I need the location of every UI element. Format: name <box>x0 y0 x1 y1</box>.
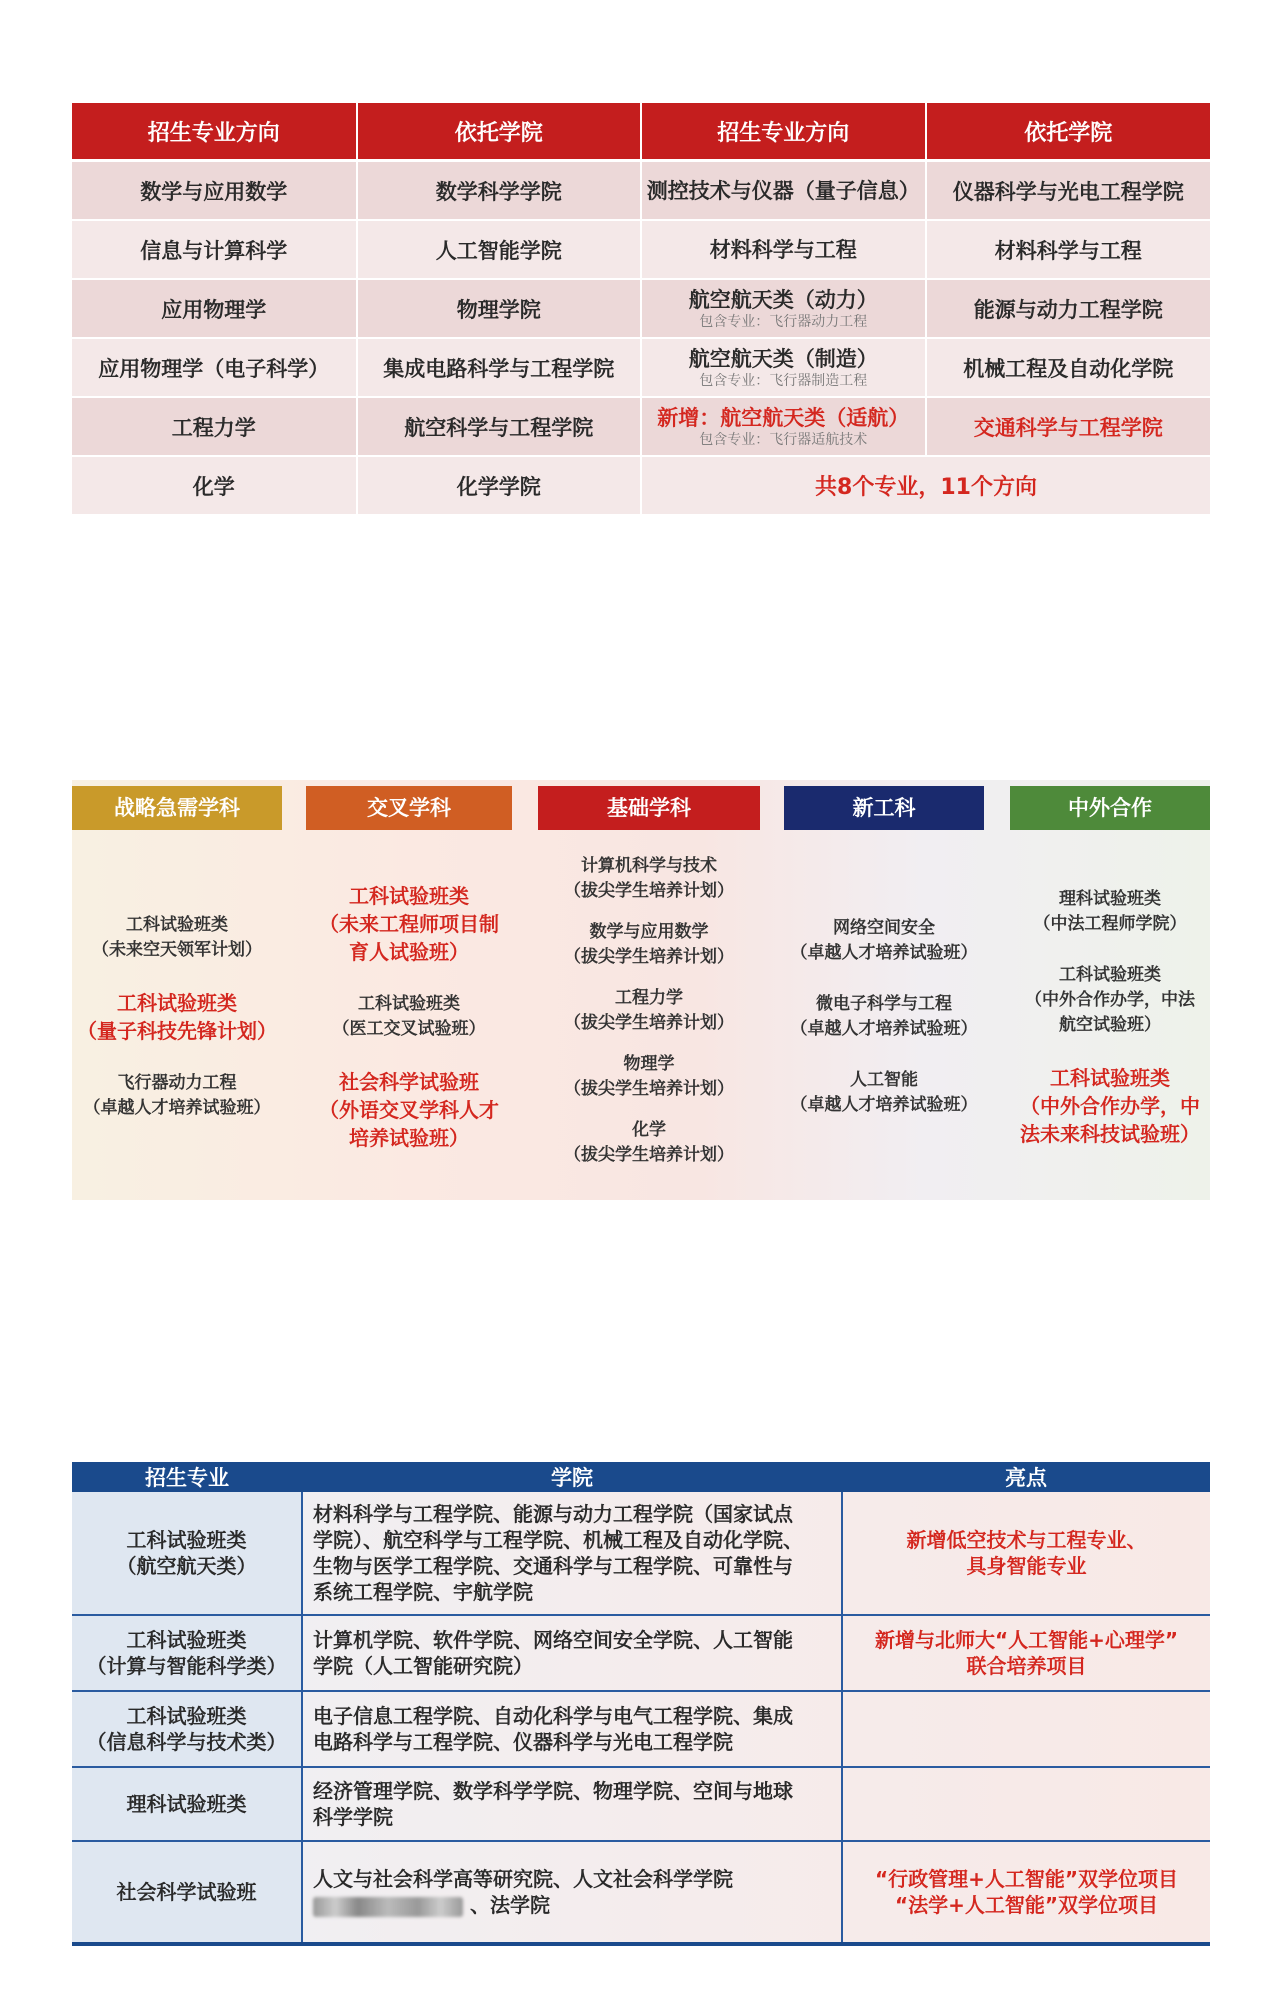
schools-cell <box>302 1492 842 1615</box>
header-highlights: 亮点 <box>842 1462 1210 1492</box>
entry-line: （医工交叉试验班） <box>332 1019 486 1039</box>
column-strategic <box>72 786 282 1200</box>
table-row <box>72 1615 1210 1691</box>
major-cell: 应用物理学 <box>72 279 357 338</box>
program-entry <box>92 913 262 963</box>
text-line: 人文与社会科学高等研究院、人文社会科学学院 <box>313 1867 733 1891</box>
majors-table <box>72 103 1210 516</box>
entry-line: 工科试验班类 <box>117 991 237 1015</box>
entry-line: （未来工程师项目制 <box>319 912 499 936</box>
major-cell: 数学与应用数学 <box>72 161 357 221</box>
text-line: 学院（人工智能研究院） <box>313 1654 533 1678</box>
column-new-engineering <box>784 786 984 1200</box>
major-cell: 应用物理学（电子科学） <box>72 338 357 397</box>
text-line: 具身智能专业 <box>966 1554 1087 1578</box>
table-row <box>72 220 1210 279</box>
entry-line: （中法工程师学院） <box>1033 913 1187 934</box>
text-line: 电子信息工程学院、自动化科学与电气工程学院、集成 <box>313 1704 793 1728</box>
highlight-cell <box>842 1691 1210 1767</box>
entry-line: 计算机科学与技术 <box>581 856 717 876</box>
text-line: 科学学院 <box>313 1805 393 1829</box>
entry-line: 培养试验班） <box>349 1126 469 1150</box>
summary-cell: 共8个专业，11个方向 <box>641 456 1210 515</box>
school-cell: 数学科学学院 <box>357 161 642 221</box>
text-line: 联合培养项目 <box>966 1654 1087 1678</box>
entry-line: 工程力学 <box>615 988 683 1008</box>
program-entry <box>791 992 978 1042</box>
school-cell-new: 交通科学与工程学院 <box>926 397 1211 456</box>
text-line: 工科试验班类 <box>126 1704 247 1728</box>
school-cell: 航空科学与工程学院 <box>357 397 642 456</box>
major-cell <box>641 279 926 338</box>
entry-line: 人工智能 <box>850 1070 918 1090</box>
header-school-2: 依托学院 <box>926 103 1211 161</box>
text-line: 理科试验班类 <box>126 1792 247 1816</box>
school-cell: 仪器科学与光电工程学院 <box>926 161 1211 221</box>
column-body <box>72 834 282 1200</box>
header-major-direction-2: 招生专业方向 <box>641 103 926 161</box>
program-entry-highlight <box>319 1068 499 1152</box>
entry-line: （卓越人才培养试验班） <box>790 1019 978 1039</box>
major-cell <box>641 338 926 397</box>
major-name-cell <box>72 1492 302 1615</box>
column-title: 中外合作 <box>1010 786 1210 830</box>
school-cell: 人工智能学院 <box>357 220 642 279</box>
text-line: （航空航天类） <box>116 1554 257 1578</box>
entry-line: 工科试验班类 <box>126 915 228 935</box>
major-sub: 包含专业：飞行器适航技术 <box>699 431 868 448</box>
entry-line: 法未来科技试验班） <box>1020 1121 1200 1146</box>
program-entry <box>564 920 734 970</box>
text-line: （计算与智能科学类） <box>86 1654 287 1678</box>
text-fragment: 、法学院 <box>469 1893 550 1917</box>
entry-line: 社会科学试验班 <box>339 1070 479 1094</box>
major-cell <box>641 220 926 279</box>
program-entry-highlight <box>319 882 499 966</box>
major-cell-new <box>641 397 926 456</box>
school-cell: 化学学院 <box>357 456 642 515</box>
text-line: 新增与北师大“人工智能+心理学” <box>874 1628 1179 1652</box>
entry-line: 育人试验班） <box>349 940 469 964</box>
school-cell: 材料科学与工程 <box>926 220 1211 279</box>
text-line: 新增低空技术与工程专业、 <box>906 1528 1147 1552</box>
column-title: 战略急需学科 <box>72 786 282 830</box>
column-international <box>1010 786 1210 1200</box>
highlight-cell <box>842 1492 1210 1615</box>
column-body <box>306 834 512 1200</box>
table-row <box>72 1767 1210 1841</box>
entry-line: （量子科技先锋计划） <box>77 1019 277 1043</box>
entry-line: 工科试验班类 <box>1059 964 1161 985</box>
entry-line: （中外合作办学，中 <box>1020 1093 1200 1118</box>
entry-line: 飞行器动力工程 <box>117 1073 237 1093</box>
text-line-redacted <box>313 1892 831 1918</box>
school-cell: 物理学院 <box>357 279 642 338</box>
column-foundational <box>538 786 760 1200</box>
text-line: 经济管理学院、数学科学学院、物理学院、空间与地球 <box>313 1779 793 1803</box>
schools-cell <box>302 1767 842 1841</box>
entry-line: （拔尖学生培养计划） <box>564 1013 734 1033</box>
major-cell: 信息与计算科学 <box>72 220 357 279</box>
major-name: 材料科学与工程 <box>709 237 857 262</box>
entry-line: 化学 <box>632 1120 666 1140</box>
column-body <box>784 834 984 1200</box>
text-line: 计算机学院、软件学院、网络空间安全学院、人工智能 <box>313 1628 793 1652</box>
column-title: 交叉学科 <box>306 786 512 830</box>
entry-line: 数学与应用数学 <box>589 922 709 942</box>
text-line: 工科试验班类 <box>126 1628 247 1652</box>
text-line: 工科试验班类 <box>126 1528 247 1552</box>
entry-line: （卓越人才培养试验班） <box>790 1095 978 1115</box>
text-line: 社会科学试验班 <box>116 1880 257 1904</box>
entry-line: 工科试验班类 <box>1050 1065 1170 1090</box>
table-row <box>72 397 1210 456</box>
entry-line: 网络空间安全 <box>833 918 935 938</box>
program-entry <box>791 916 978 966</box>
column-body <box>538 834 760 1200</box>
text-line: 学院）、航空科学与工程学院、机械工程及自动化学院、 <box>313 1528 803 1552</box>
highlight-cell <box>842 1615 1210 1691</box>
experimental-class-table <box>72 1462 1210 1946</box>
major-sub: 包含专业：飞行器制造工程 <box>699 372 868 389</box>
program-entry <box>1025 963 1195 1038</box>
entry-line: （拔尖学生培养计划） <box>564 1145 734 1165</box>
header-school-1: 依托学院 <box>357 103 642 161</box>
entry-line: （拔尖学生培养计划） <box>564 881 734 901</box>
column-body <box>1010 834 1210 1200</box>
program-entry <box>1034 887 1187 937</box>
program-entry <box>564 986 734 1036</box>
header-schools: 学院 <box>302 1462 842 1492</box>
entry-line: 理科试验班类 <box>1059 888 1161 909</box>
schools-cell <box>302 1841 842 1944</box>
text-line: 电路科学与工程学院、仪器科学与光电工程学院 <box>313 1730 733 1754</box>
column-interdisciplinary <box>306 786 512 1200</box>
entry-line: （卓越人才培养试验班） <box>83 1098 271 1118</box>
major-name: 航空航天类（动力） <box>688 287 878 312</box>
text-line: “行政管理+人工智能”双学位项目 <box>874 1867 1179 1891</box>
entry-line: 微电子科学与工程 <box>816 994 952 1014</box>
program-entry-highlight <box>1020 1064 1200 1148</box>
entry-line: （卓越人才培养试验班） <box>790 943 978 963</box>
major-name-cell <box>72 1615 302 1691</box>
experimental-table-header <box>72 1462 1210 1492</box>
program-entry <box>564 1118 734 1168</box>
entry-line: （拔尖学生培养计划） <box>564 947 734 967</box>
redacted-text-blur <box>313 1897 463 1917</box>
highlight-cell <box>842 1841 1210 1944</box>
majors-table-header <box>72 103 1210 161</box>
discipline-categories-panel <box>72 780 1210 1200</box>
major-name-cell <box>72 1841 302 1944</box>
text-line: “法学+人工智能”双学位项目 <box>894 1893 1159 1917</box>
major-cell <box>641 161 926 221</box>
header-major-direction-1: 招生专业方向 <box>72 103 357 161</box>
table-row <box>72 338 1210 397</box>
text-line: 材料科学与工程学院、能源与动力工程学院（国家试点 <box>313 1502 793 1526</box>
schools-cell <box>302 1615 842 1691</box>
entry-line: 工科试验班类 <box>358 994 460 1014</box>
text-line: （信息科学与技术类） <box>86 1730 287 1754</box>
entry-line: 航空试验班） <box>1059 1014 1161 1035</box>
entry-line: 物理学 <box>623 1054 675 1074</box>
program-entry <box>791 1068 978 1118</box>
entry-line: 工科试验班类 <box>349 884 469 908</box>
major-name: 新增：航空航天类（适航） <box>657 405 910 430</box>
schools-cell <box>302 1691 842 1767</box>
table-row <box>72 456 1210 515</box>
column-title: 新工科 <box>784 786 984 830</box>
program-entry <box>333 992 486 1042</box>
program-entry <box>564 1052 734 1102</box>
major-cell: 化学 <box>72 456 357 515</box>
school-cell: 机械工程及自动化学院 <box>926 338 1211 397</box>
highlight-cell <box>842 1767 1210 1841</box>
major-name: 测控技术与仪器（量子信息） <box>646 178 920 203</box>
major-name-cell <box>72 1691 302 1767</box>
table-row <box>72 279 1210 338</box>
table-row <box>72 1492 1210 1615</box>
major-cell: 工程力学 <box>72 397 357 456</box>
entry-line: （中外合作办学，中法 <box>1025 989 1195 1010</box>
school-cell: 能源与动力工程学院 <box>926 279 1211 338</box>
text-line: 系统工程学院、宇航学院 <box>313 1580 533 1604</box>
table-row <box>72 1841 1210 1944</box>
table-row <box>72 161 1210 221</box>
school-cell: 集成电路科学与工程学院 <box>357 338 642 397</box>
program-entry-highlight <box>77 989 277 1045</box>
major-name: 航空航天类（制造） <box>688 346 878 371</box>
header-major: 招生专业 <box>72 1462 302 1492</box>
column-title: 基础学科 <box>538 786 760 830</box>
table-row <box>72 1691 1210 1767</box>
entry-line: （外语交叉学科人才 <box>319 1098 499 1122</box>
entry-line: （未来空天领军计划） <box>92 940 262 960</box>
major-sub: 包含专业：飞行器动力工程 <box>699 313 868 330</box>
program-entry <box>564 854 734 904</box>
major-name-cell <box>72 1767 302 1841</box>
text-line: 生物与医学工程学院、交通科学与工程学院、可靠性与 <box>313 1554 793 1578</box>
program-entry <box>84 1071 271 1121</box>
entry-line: （拔尖学生培养计划） <box>564 1079 734 1099</box>
